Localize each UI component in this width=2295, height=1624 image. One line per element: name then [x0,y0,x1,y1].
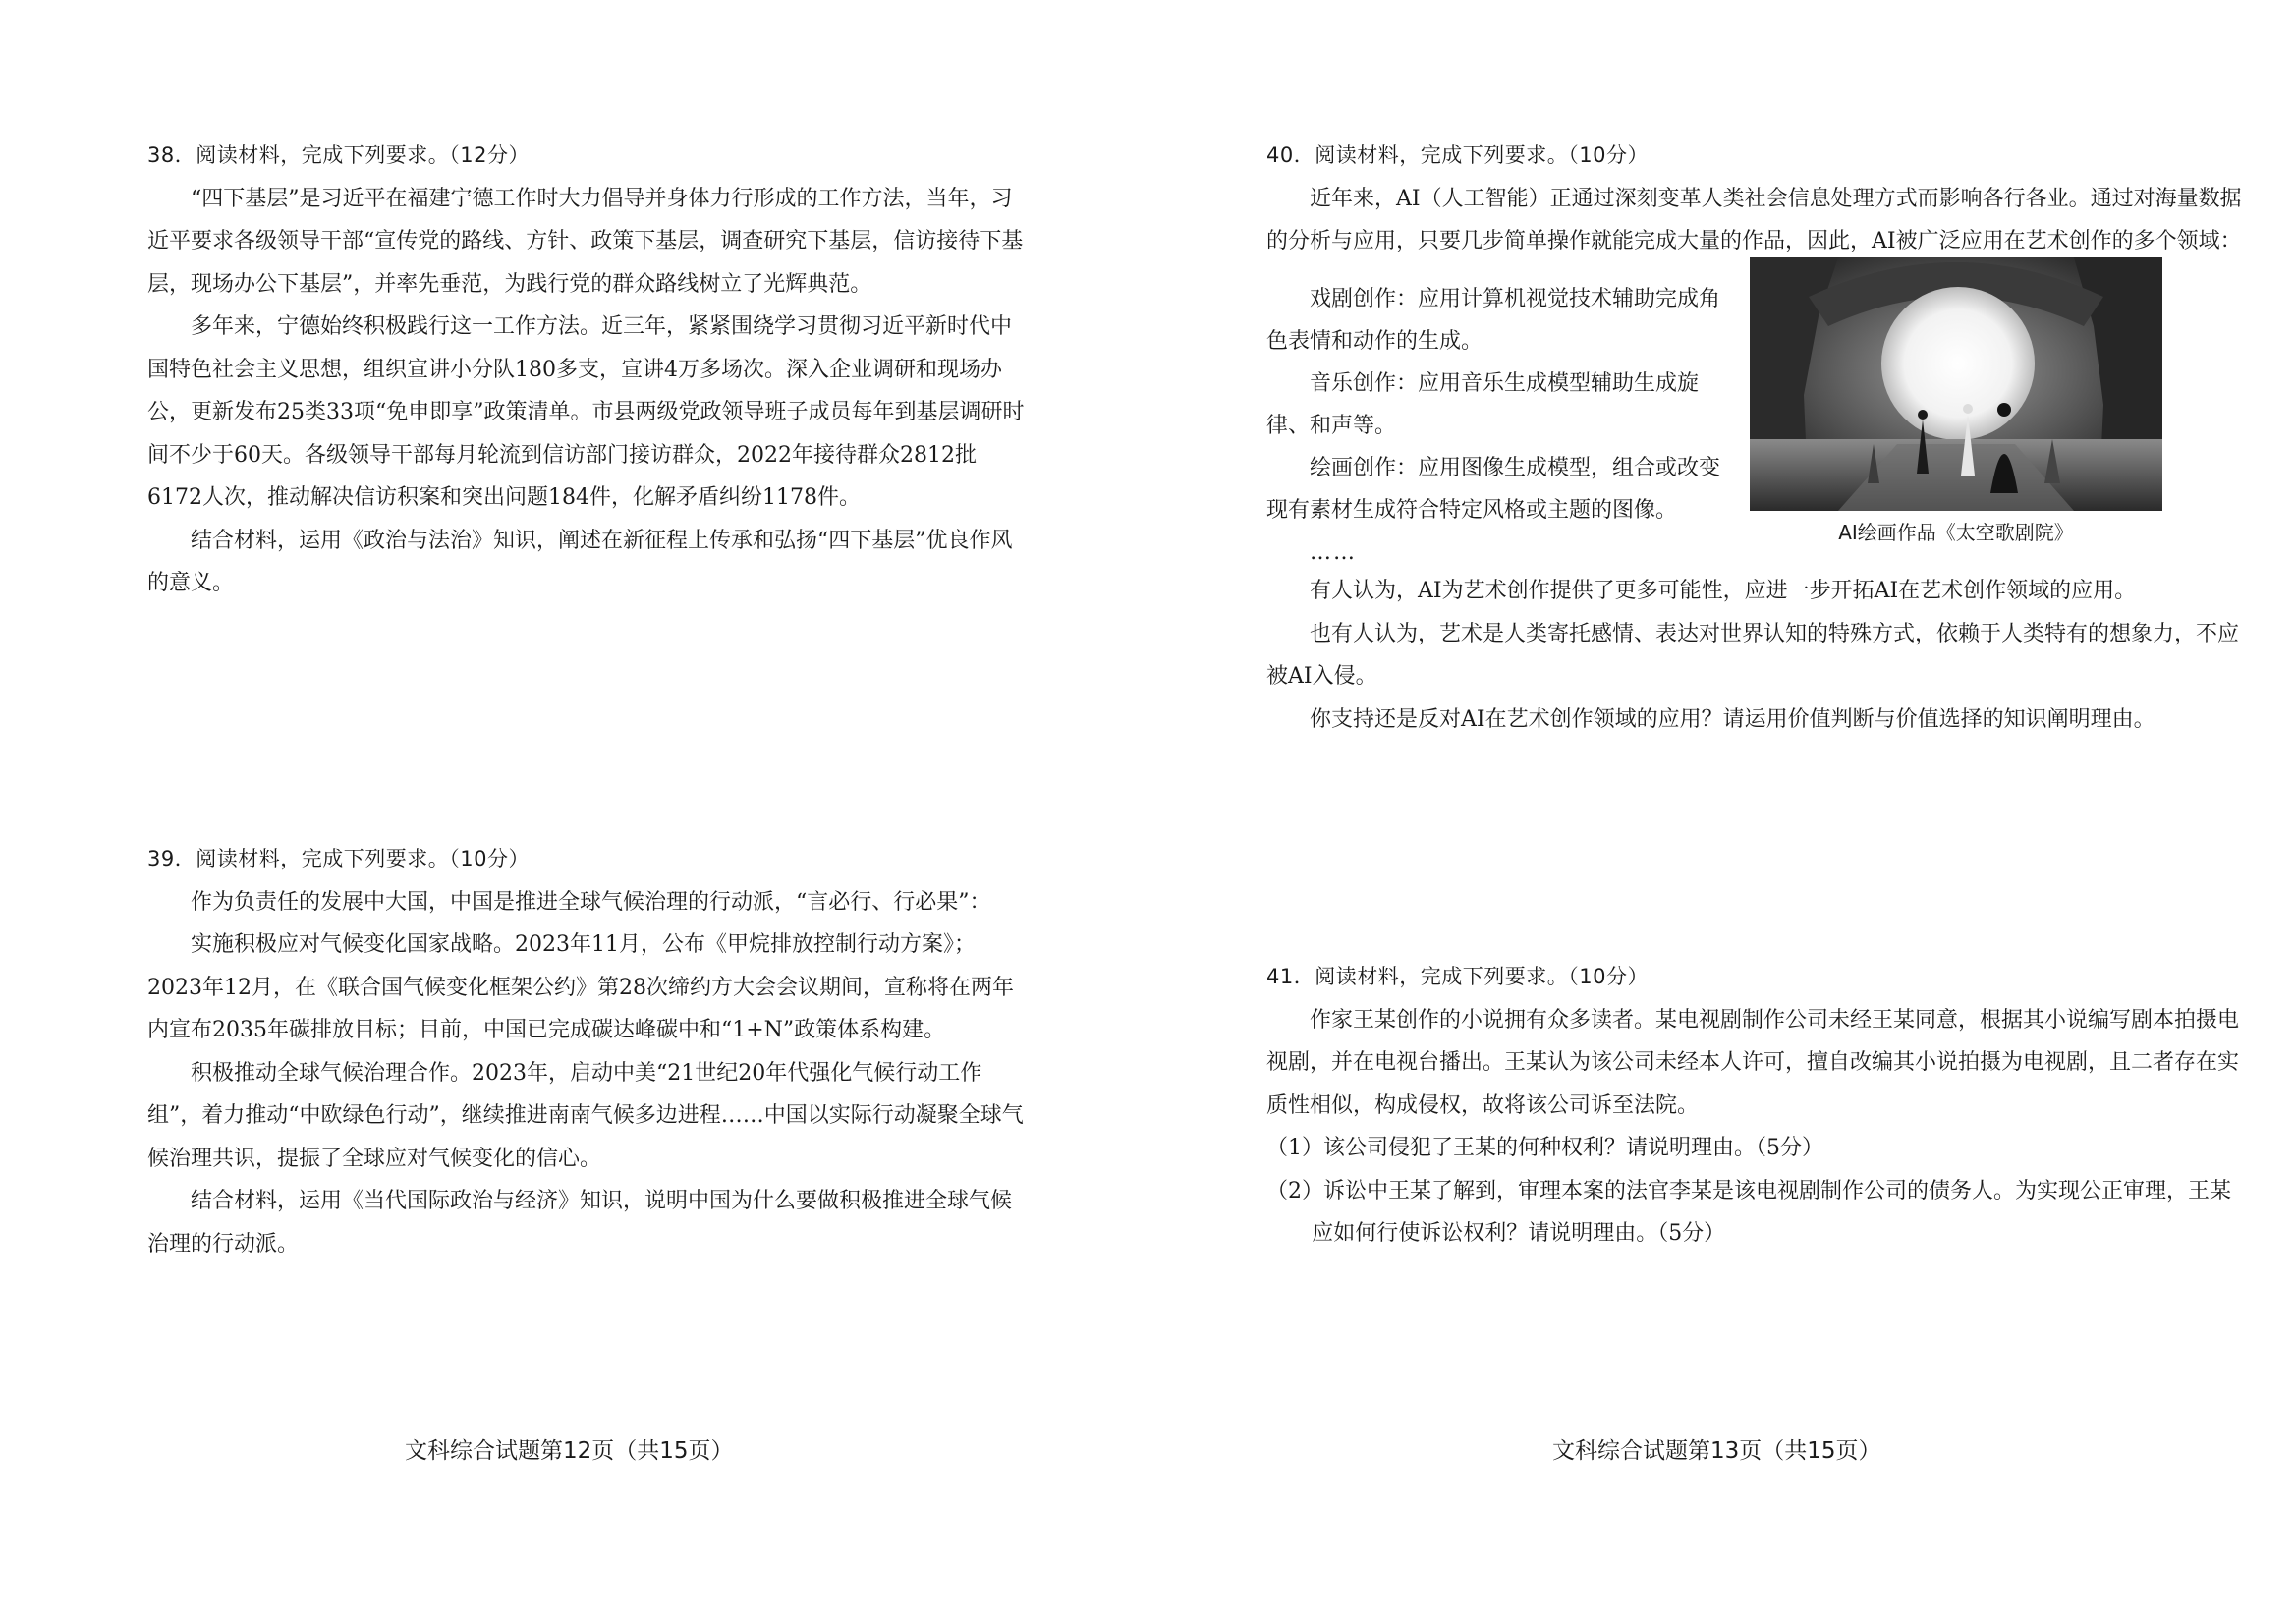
question-40-examples [1266,278,1738,574]
question-41-subquestion-1: （1）该公司侵犯了王某的何种权利？请说明理由。（5分） [1266,1136,1823,1160]
question-41-paragraph-1: 作家王某创作的小说拥有众多读者。某电视剧制作公司未经王某同意，根据其小说编写剧本拍摄电视剧，并在电视台播出。王某认为该公司未经本人许可，擅自改编其小说拍摄为电视剧，且二者存在实质性相似，构成侵权，故将该公司诉至法院。 [1266,1007,2240,1118]
question-40-paragraph-2: 有人认为，AI为艺术创作提供了更多可能性，应进一步开拓AI在艺术创作领域的应用。 [1310,579,2137,603]
question-40 [1266,135,2249,263]
space-opera-painting-image [1750,257,2162,511]
question-38-paragraph-2: 多年来，宁德始终积极践行这一工作方法。近三年，紧紧围绕学习贯彻习近平新时代中国特色社会主义思想，组织宣讲小分队180多支，宣讲4万多场次。深入企业调研和现场办公，更新发布25类33项“免申即享”政策清单。市县两级党政领导班子成员每年到基层调研时间不少于60天。各级领导干部每月轮流到信访部门接访群众，2022年接待群众2812批6172人次，推动解决信访积案和突出问题184件，化解矛盾纠纷1178件。 [147,314,1025,510]
question-38-title: 38．阅读材料，完成下列要求。（12分） [147,143,530,167]
question-40-paragraph-3: 也有人认为，艺术是人类寄托感情、表达对世界认知的特殊方式，依赖于人类特有的想象力，不应被AI入侵。 [1266,621,2240,689]
question-41-title: 41．阅读材料，完成下列要求。（10分） [1266,965,1649,988]
question-38 [147,135,1027,605]
question-39-prompt: 结合材料，运用《当代国际政治与经济》知识，说明中国为什么要做积极推进全球气候治理的行动派。 [147,1189,1013,1257]
example-music: 音乐创作：应用音乐生成模型辅助生成旋律、和声等。 [1266,371,1700,438]
question-40-prompt: 你支持还是反对AI在艺术创作领域的应用？请运用价值判断与价值选择的知识阐明理由。 [1310,706,2155,732]
question-40-paragraph-1: 近年来，AI（人工智能）正通过深刻变革人类社会信息处理方式而影响各行各业。通过对海量数据的分析与应用，只要几步简单操作就能完成大量的作品，因此，AI被广泛应用在艺术创作的多个领域： [1266,186,2242,253]
page-13 [1148,0,2295,1624]
question-39-title: 39．阅读材料，完成下列要求。（10分） [147,847,530,870]
question-38-prompt: 结合材料，运用《政治与法治》知识，阐述在新征程上传承和弘扬“四下基层”优良作风的意义。 [147,528,1013,595]
figure-caption: AI绘画作品《太空歌剧院》 [1838,521,2074,544]
example-ellipsis: …… [1310,540,1357,565]
question-41 [1266,956,2249,1256]
question-38-paragraph-1: “四下基层”是习近平在福建宁德工作时大力倡导并身体力行形成的工作方法，当年，习近平要求各级领导干部“宣传党的路线、方针、政策下基层，调查研究下基层，信访接待下基层，现场办公下基层”，并率先垂范，为践行党的群众路线树立了光辉典范。 [147,186,1024,297]
page-footer-right: 文科综合试题第13页（共15页） [1552,1438,1881,1464]
question-39-paragraph-1: 作为负责任的发展中大国，中国是推进全球气候治理的行动派，“言必行、行必果”： [191,889,991,915]
question-40-title: 40．阅读材料，完成下列要求。（10分） [1266,143,1649,167]
page-footer-left: 文科综合试题第12页（共15页） [405,1438,734,1464]
example-drama: 戏剧创作：应用计算机视觉技术辅助完成角色表情和动作的生成。 [1266,287,1721,354]
question-39 [147,838,1027,1265]
question-40-continued [1266,570,2249,741]
example-painting: 绘画创作：应用图像生成模型，组合或改变现有素材生成符合特定风格或主题的图像。 [1266,456,1721,523]
ai-painting-figure [1750,257,2162,545]
question-39-paragraph-2: 实施积极应对气候变化国家战略。2023年11月，公布《甲烷排放控制行动方案》；2023年12月，在《联合国气候变化框架公约》第28次缔约方大会会议期间，宣称将在两年内宣布2035年碳排放目标；目前，中国已完成碳达峰碳中和“1+N”政策体系构建。 [147,932,1014,1042]
question-41-subquestion-2: （2）诉讼中王某了解到，审理本案的法官李某是该电视剧制作公司的债务人。为实现公正审理，王某应如何行使诉讼权利？请说明理由。（5分） [1266,1178,2232,1246]
question-39-paragraph-3: 积极推动全球气候治理合作。2023年，启动中美“21世纪20年代强化气候行动工作组”，着力推动“中欧绿色行动”，继续推进南南气候多边进程……中国以实际行动凝聚全球气候治理共识，提振了全球应对气候变化的信心。 [147,1060,1024,1171]
